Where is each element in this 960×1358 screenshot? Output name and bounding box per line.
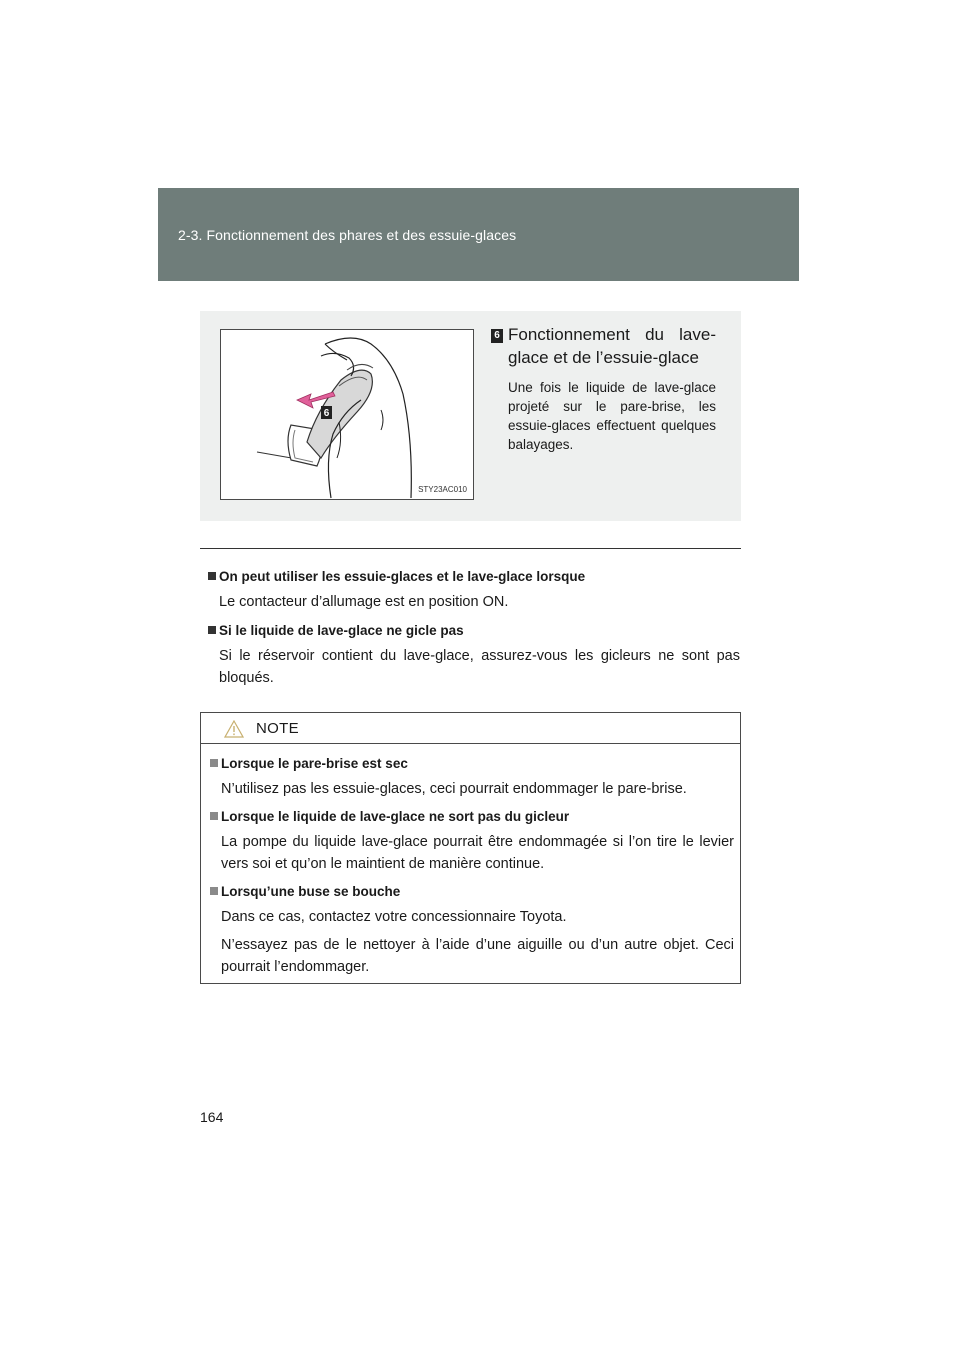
note-item-body: La pompe du liquide lave-glace pourrait être endommagée si l’on tire le levier vers soi et qu’on le maintient de manière continue. [221,834,734,872]
bullet-heading [208,620,740,641]
note-item-heading [210,806,734,827]
wiper-lever-illustration [220,329,474,500]
step-number-badge: 6 [491,329,503,343]
step-description: Une fois le liquide de lave-glace projeté sur le pare-brise, les essuie-glaces effectuent quelques balayages. [508,380,716,452]
bullet-heading-text: On peut utiliser les essuie-glaces et le lave-glace lorsque [219,569,586,584]
note-item-body: Dans ce cas, contactez votre concessionnaire Toyota. [221,909,567,925]
hand-pulling-lever-drawing [221,330,475,501]
square-bullet-icon [210,887,218,895]
square-bullet-icon [208,626,216,634]
note-item-heading [210,881,734,902]
square-bullet-icon [208,572,216,580]
note-title: NOTE [256,720,299,737]
info-bullets [208,566,740,696]
note-item-heading [210,753,734,774]
section-divider [200,548,741,549]
note-item-heading-text: Lorsque le pare-brise est sec [221,756,408,771]
bullet-heading-text: Si le liquide de lave-glace ne gicle pas [219,623,464,638]
step-title: Fonctionnement du lave-glace et de l’essuie-glace [508,325,716,367]
page-number: 164 [200,1109,224,1125]
warning-triangle-icon [224,720,244,738]
figure-panel [200,311,741,521]
section-title: 2-3. Fonctionnement des phares et des essuie-glaces [178,227,517,243]
note-body [210,753,734,984]
note-item-body: N’utilisez pas les essuie-glaces, ceci pourrait endommager le pare-brise. [221,781,687,797]
square-bullet-icon [210,812,218,820]
bullet-body: Le contacteur d’allumage est en position ON. [219,594,509,610]
square-bullet-icon [210,759,218,767]
note-box [200,712,741,984]
note-item-heading-text: Lorsque le liquide de lave-glace ne sort pas du gicleur [221,809,570,824]
note-header [201,713,740,744]
note-item-heading-text: Lorsqu’une buse se bouche [221,884,401,899]
note-item-body: N’essayez pas de le nettoyer à l’aide d’une aiguille ou d’un autre objet. Ceci pourrait l’endommager. [221,937,734,975]
bullet-body: Si le réservoir contient du lave-glace, assurez-vous les gicleurs ne sont pas bloqués. [219,648,740,686]
bullet-heading [208,566,740,587]
svg-text:6: 6 [323,408,330,419]
section-header-band [158,188,799,281]
figure-code: STY23AC010 [418,485,467,494]
